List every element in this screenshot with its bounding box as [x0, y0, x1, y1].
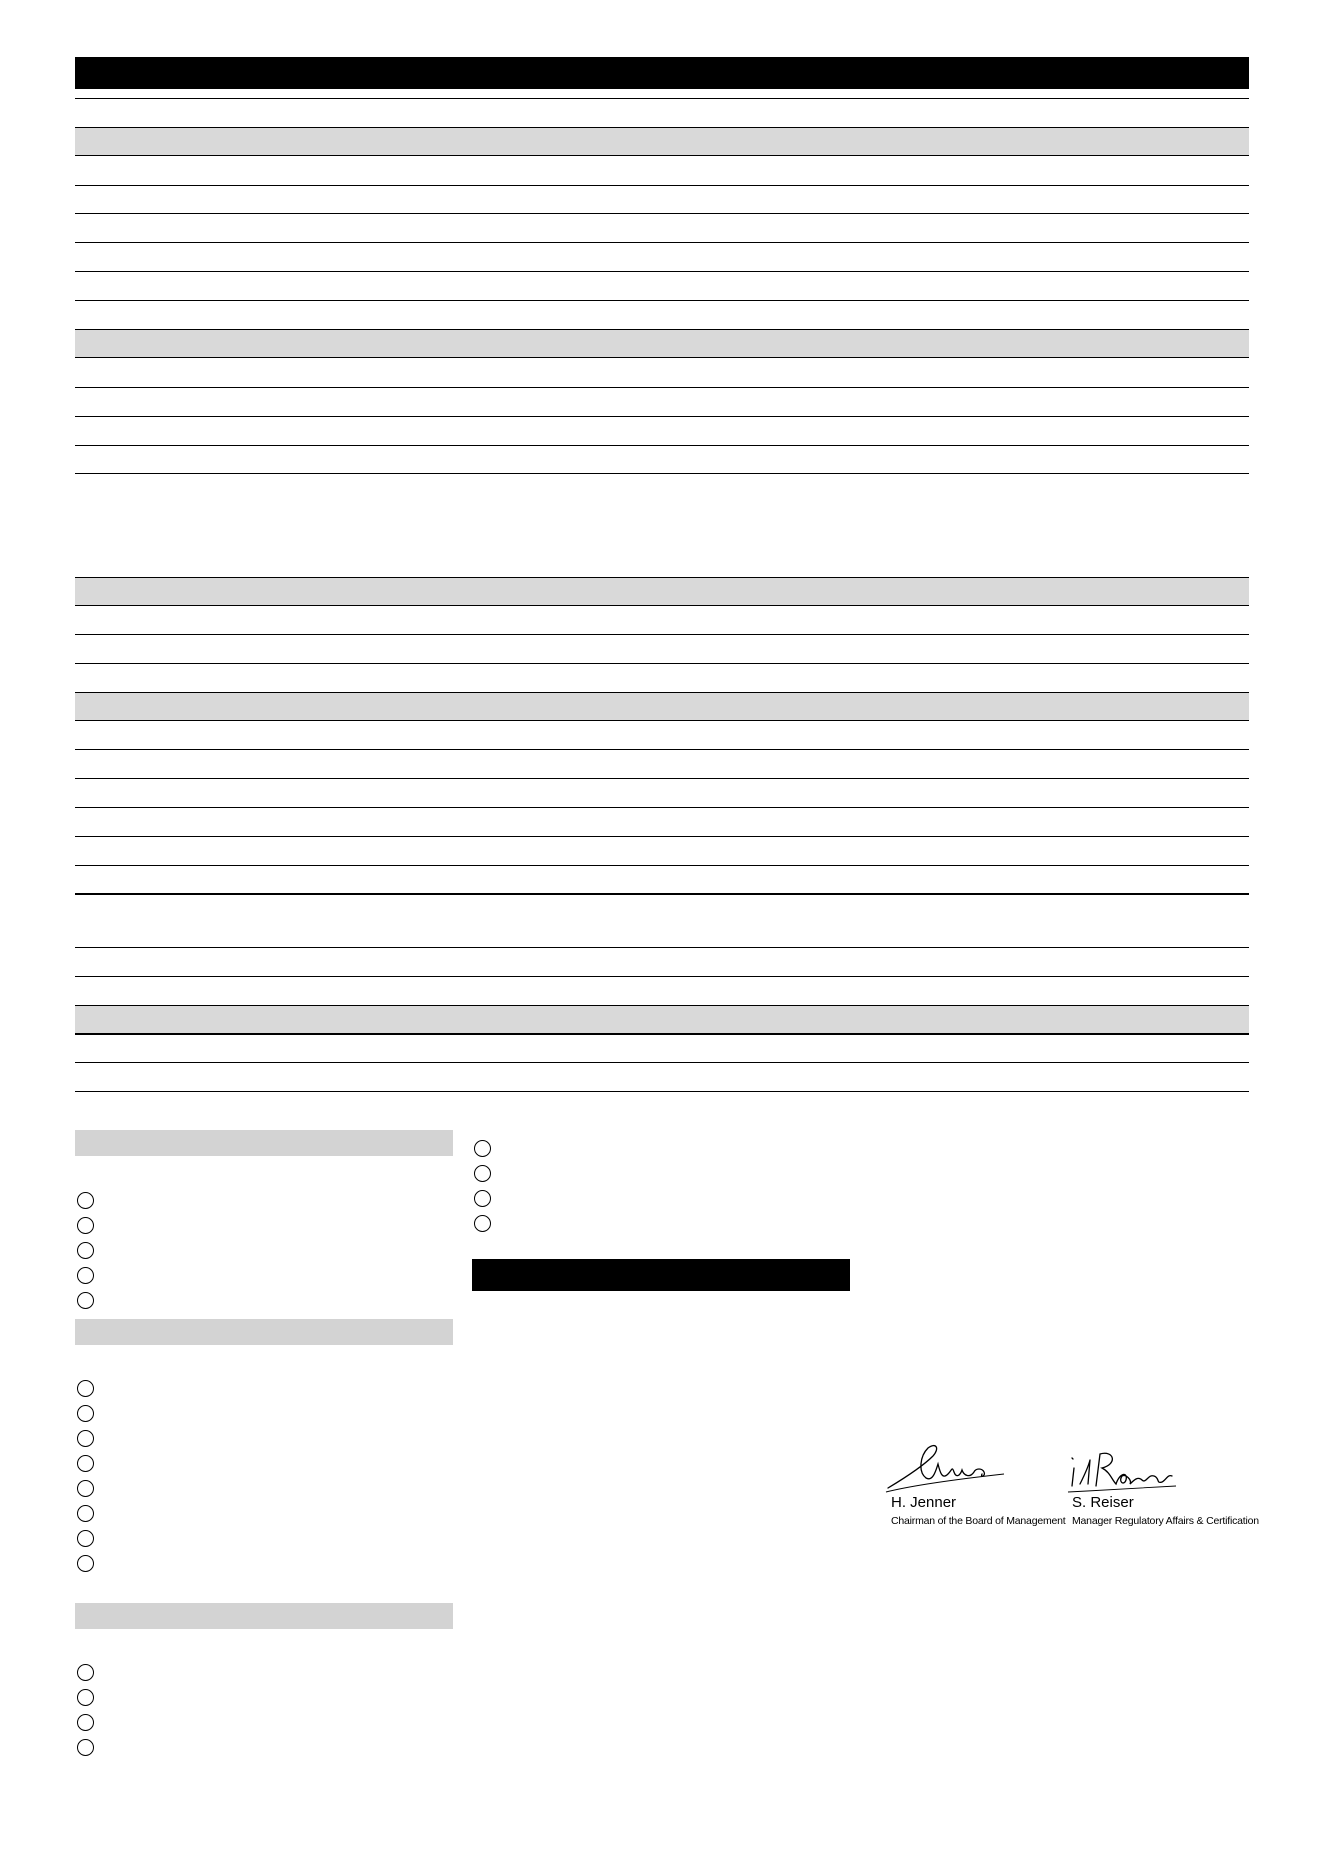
- table-row-line: [75, 778, 1249, 779]
- options-section-band: [75, 1130, 453, 1156]
- header-bar: [75, 57, 1249, 89]
- table-row-line: [75, 720, 1249, 721]
- table-row-line: [75, 155, 1249, 156]
- radio-option[interactable]: [474, 1190, 491, 1207]
- section-band: [75, 692, 1249, 720]
- table-row-line: [75, 213, 1249, 214]
- radio-option[interactable]: [77, 1292, 94, 1309]
- table-row-line: [75, 300, 1249, 301]
- table-row-line: [75, 1033, 1249, 1035]
- handwritten-signature-jenner: [878, 1438, 1008, 1498]
- table-row-line: [75, 357, 1249, 358]
- table-row-line: [75, 605, 1249, 606]
- table-row-line: [75, 807, 1249, 808]
- signatory-name: H. Jenner: [891, 1494, 957, 1511]
- options-section-band: [75, 1603, 453, 1629]
- table-row-line: [75, 947, 1249, 948]
- radio-option[interactable]: [77, 1267, 94, 1284]
- radio-option[interactable]: [77, 1480, 94, 1497]
- radio-option[interactable]: [77, 1192, 94, 1209]
- handwritten-signature-reiser: [1066, 1446, 1178, 1496]
- table-row-line: [75, 329, 1249, 330]
- signatory-role: Chairman of the Board of Management: [891, 1515, 1066, 1527]
- table-row-line: [75, 127, 1249, 128]
- table-row-line: [75, 473, 1249, 474]
- table-row-line: [75, 1005, 1249, 1006]
- table-row-line: [75, 387, 1249, 388]
- table-row-line: [75, 865, 1249, 866]
- radio-option[interactable]: [77, 1739, 94, 1756]
- radio-option[interactable]: [77, 1689, 94, 1706]
- radio-option[interactable]: [77, 1555, 94, 1572]
- radio-option[interactable]: [77, 1405, 94, 1422]
- section-band: [75, 127, 1249, 155]
- section-header-bar: [472, 1259, 850, 1291]
- table-row-line: [75, 1091, 1249, 1092]
- table-row-line: [75, 634, 1249, 635]
- radio-option[interactable]: [77, 1430, 94, 1447]
- radio-option[interactable]: [77, 1530, 94, 1547]
- table-row-line: [75, 242, 1249, 243]
- radio-option[interactable]: [474, 1140, 491, 1157]
- table-row-line: [75, 1062, 1249, 1063]
- radio-option[interactable]: [474, 1215, 491, 1232]
- table-row-line: [75, 271, 1249, 272]
- radio-option[interactable]: [77, 1714, 94, 1731]
- section-band: [75, 1005, 1249, 1033]
- radio-option[interactable]: [77, 1664, 94, 1681]
- table-row-line: [75, 749, 1249, 750]
- table-row-line: [75, 663, 1249, 664]
- options-section-band: [75, 1319, 453, 1345]
- table-row-line: [75, 976, 1249, 977]
- section-band: [75, 577, 1249, 605]
- table-row-line: [75, 893, 1249, 895]
- signatory-role: Manager Regulatory Affairs & Certification: [1072, 1515, 1259, 1527]
- table-row-line: [75, 836, 1249, 837]
- table-row-line: [75, 185, 1249, 186]
- radio-option[interactable]: [77, 1455, 94, 1472]
- radio-option[interactable]: [474, 1165, 491, 1182]
- radio-option[interactable]: [77, 1380, 94, 1397]
- signatory-name: S. Reiser: [1072, 1494, 1134, 1511]
- table-row-line: [75, 445, 1249, 446]
- radio-option[interactable]: [77, 1217, 94, 1234]
- table-row-line: [75, 98, 1249, 99]
- table-row-line: [75, 577, 1249, 578]
- radio-option[interactable]: [77, 1505, 94, 1522]
- table-row-line: [75, 692, 1249, 693]
- section-band: [75, 329, 1249, 357]
- table-row-line: [75, 416, 1249, 417]
- radio-option[interactable]: [77, 1242, 94, 1259]
